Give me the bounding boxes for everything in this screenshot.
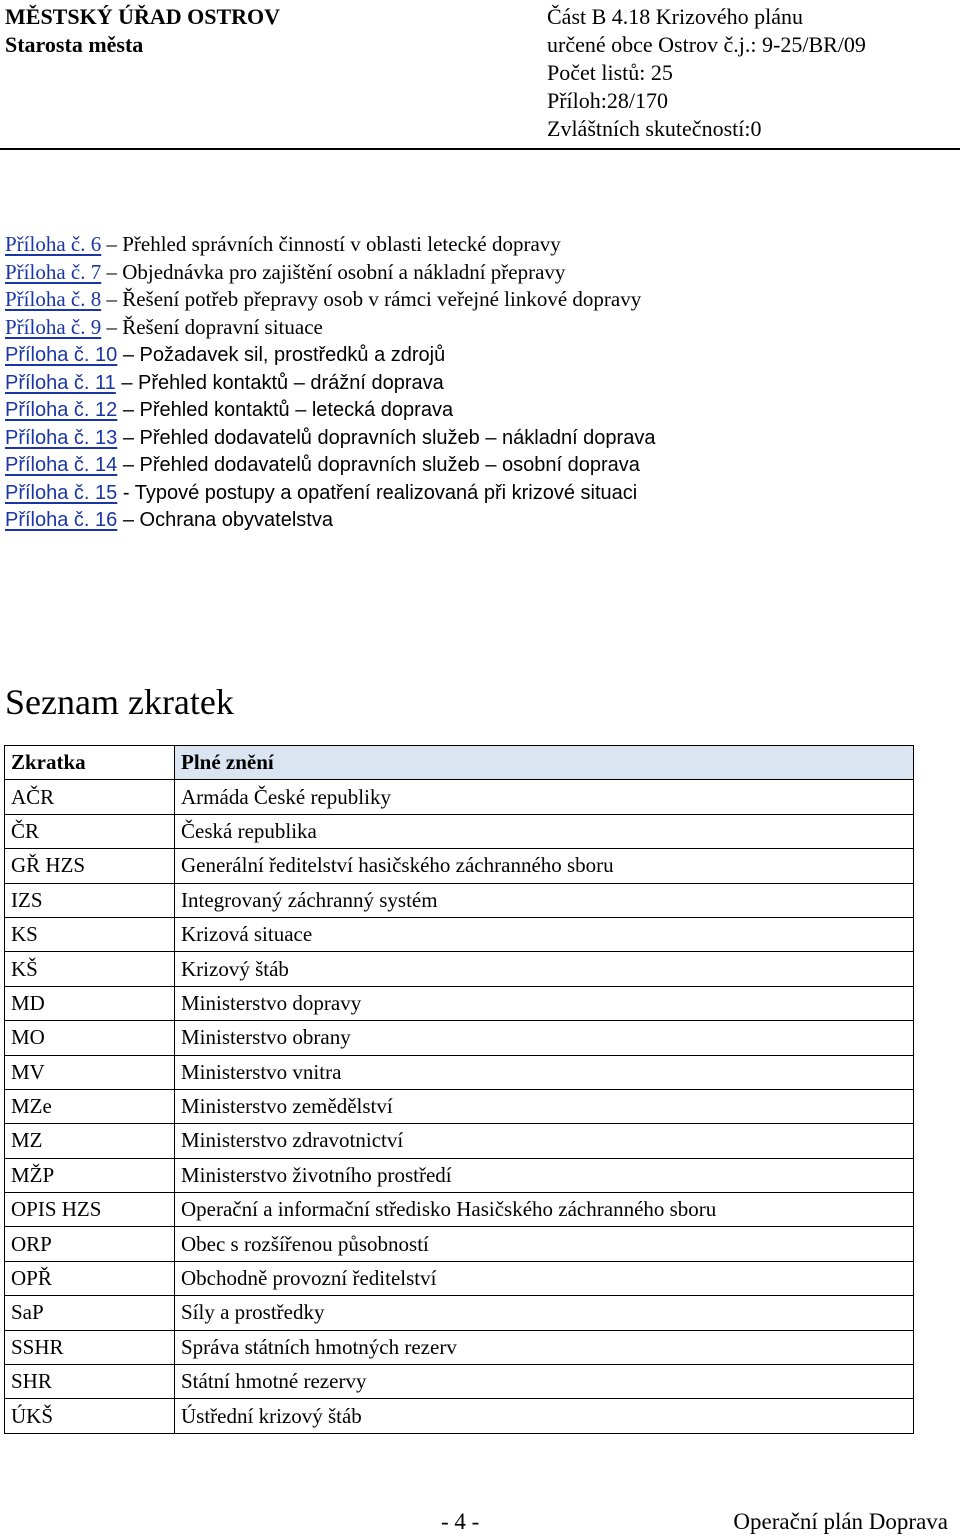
reference-number: určené obce Ostrov č.j.: 9-25/BR/09	[547, 32, 866, 57]
abbreviations-table	[4, 745, 914, 1434]
abbr-cell: MD	[5, 986, 175, 1020]
abbr-cell: KŠ	[5, 952, 175, 986]
full-name-cell: Státní hmotné rezervy	[175, 1365, 914, 1399]
table-row	[5, 849, 914, 883]
full-name-cell: Obchodně provozní ředitelství	[175, 1261, 914, 1295]
annex-item	[5, 424, 945, 452]
page-number: - 4 -	[441, 1509, 480, 1534]
full-name-cell: Ministerstvo dopravy	[175, 986, 914, 1020]
full-name-cell: Krizová situace	[175, 917, 914, 951]
plan-part: Část B 4.18 Krizového plánu	[547, 4, 804, 29]
abbr-cell: MZe	[5, 1089, 175, 1123]
full-name-cell: Ministerstvo vnitra	[175, 1055, 914, 1089]
table-row	[5, 1296, 914, 1330]
annex-item	[5, 451, 945, 479]
table-row	[5, 814, 914, 848]
annex-list	[5, 231, 945, 534]
annex-description: – Řešení potřeb přepravy osob v rámci veřejné linkové dopravy	[101, 287, 642, 311]
table-row	[5, 917, 914, 951]
abbr-cell: MV	[5, 1055, 175, 1089]
annex-description: – Přehled správních činností v oblasti letecké dopravy	[101, 232, 561, 256]
table-row	[5, 1158, 914, 1192]
annex-item	[5, 286, 945, 314]
abbr-cell: SaP	[5, 1296, 175, 1330]
full-name-cell: Integrovaný záchranný systém	[175, 883, 914, 917]
abbr-cell: OPIS HZS	[5, 1193, 175, 1227]
full-name-cell: Ministerstvo zdravotnictví	[175, 1124, 914, 1158]
column-header-full: Plné znění	[175, 746, 914, 780]
table-row	[5, 1089, 914, 1123]
annex-item	[5, 341, 945, 369]
column-header-abbr: Zkratka	[5, 746, 175, 780]
full-name-cell: Armáda České republiky	[175, 780, 914, 814]
table-row	[5, 1330, 914, 1364]
table-row	[5, 952, 914, 986]
table-row	[5, 1021, 914, 1055]
abbr-cell: AČR	[5, 780, 175, 814]
full-name-cell: Ministerstvo životního prostředí	[175, 1158, 914, 1192]
table-row	[5, 883, 914, 917]
annex-link[interactable]: Příloha č. 9	[5, 314, 102, 339]
annex-link[interactable]: Příloha č. 6	[5, 232, 102, 256]
annex-description: – Přehled dodavatelů dopravních služeb – osobní doprava	[117, 454, 640, 476]
annex-item	[5, 369, 945, 397]
full-name-cell: Obec s rozšířenou působností	[175, 1227, 914, 1261]
annex-link[interactable]: Příloha č. 12	[5, 399, 118, 421]
annex-item	[5, 231, 945, 259]
annex-description: – Požadavek sil, prostředků a zdrojů	[117, 344, 446, 366]
table-row	[5, 1193, 914, 1227]
annex-link[interactable]: Příloha č. 8	[5, 287, 102, 311]
annex-link[interactable]: Příloha č. 16	[5, 509, 118, 531]
annex-item	[5, 314, 945, 342]
abbr-cell: KS	[5, 917, 175, 951]
table-row	[5, 986, 914, 1020]
footer-title: Operační plán Doprava	[733, 1509, 948, 1534]
annex-item	[5, 259, 945, 287]
abbr-cell: MŽP	[5, 1158, 175, 1192]
header-divider	[0, 148, 960, 150]
table-row	[5, 780, 914, 814]
abbr-cell: GŘ HZS	[5, 849, 175, 883]
annex-link[interactable]: Příloha č. 13	[5, 426, 118, 449]
annex-link[interactable]: Příloha č. 7	[5, 259, 102, 284]
abbr-cell: SHR	[5, 1365, 175, 1399]
full-name-cell: Česká republika	[175, 814, 914, 848]
abbr-cell: MO	[5, 1021, 175, 1055]
table-row	[5, 1261, 914, 1295]
table-row	[5, 1124, 914, 1158]
annex-description: – Řešení dopravní situace	[101, 314, 323, 339]
annex-link[interactable]: Příloha č. 11	[5, 371, 116, 394]
special-facts-count: Zvláštních skutečností:0	[547, 116, 762, 141]
annex-item	[5, 479, 945, 507]
annex-description: – Přehled kontaktů – letecká doprava	[117, 399, 454, 421]
annex-description: – Přehled kontaktů – drážní doprava	[115, 371, 444, 394]
abbr-cell: MZ	[5, 1124, 175, 1158]
table-row	[5, 1365, 914, 1399]
table-row	[5, 1055, 914, 1089]
full-name-cell: Ministerstvo zemědělství	[175, 1089, 914, 1123]
abbr-cell: IZS	[5, 883, 175, 917]
header-right	[547, 3, 866, 143]
annex-description: – Objednávka pro zajištění osobní a nákladní přepravy	[101, 259, 566, 284]
table-header-row	[5, 746, 914, 780]
full-name-cell: Operační a informační středisko Hasičského záchranného sboru	[175, 1193, 914, 1227]
full-name-cell: Ministerstvo obrany	[175, 1021, 914, 1055]
annex-item	[5, 506, 945, 534]
abbreviations-table-body	[5, 780, 914, 1433]
full-name-cell: Ústřední krizový štáb	[175, 1399, 914, 1433]
abbr-cell: OPŘ	[5, 1261, 175, 1295]
full-name-cell: Správa státních hmotných rezerv	[175, 1330, 914, 1364]
table-row	[5, 1399, 914, 1433]
abbr-cell: ČR	[5, 814, 175, 848]
header-left	[5, 3, 280, 59]
full-name-cell: Generální ředitelství hasičského záchranného sboru	[175, 849, 914, 883]
annex-description: - Typové postupy a opatření realizovaná při krizové situaci	[117, 481, 638, 504]
annex-description: – Přehled dodavatelů dopravních služeb – nákladní doprava	[117, 426, 656, 449]
table-row	[5, 1227, 914, 1261]
abbr-cell: ÚKŠ	[5, 1399, 175, 1433]
office-name: MĚSTSKÝ ÚŘAD OSTROV	[5, 4, 281, 29]
annex-link[interactable]: Příloha č. 10	[5, 344, 118, 366]
full-name-cell: Krizový štáb	[175, 952, 914, 986]
annex-item	[5, 396, 945, 424]
annex-count: Příloh:28/170	[547, 88, 669, 113]
sheet-count: Počet listů: 25	[547, 60, 673, 85]
abbr-cell: SSHR	[5, 1330, 175, 1364]
abbreviations-title: Seznam zkratek	[5, 682, 234, 722]
annex-link[interactable]: Příloha č. 15	[5, 481, 118, 504]
abbr-cell: ORP	[5, 1227, 175, 1261]
annex-description: – Ochrana obyvatelstva	[117, 509, 333, 531]
annex-link[interactable]: Příloha č. 14	[5, 454, 118, 476]
mayor-label: Starosta města	[5, 32, 144, 57]
full-name-cell: Síly a prostředky	[175, 1296, 914, 1330]
